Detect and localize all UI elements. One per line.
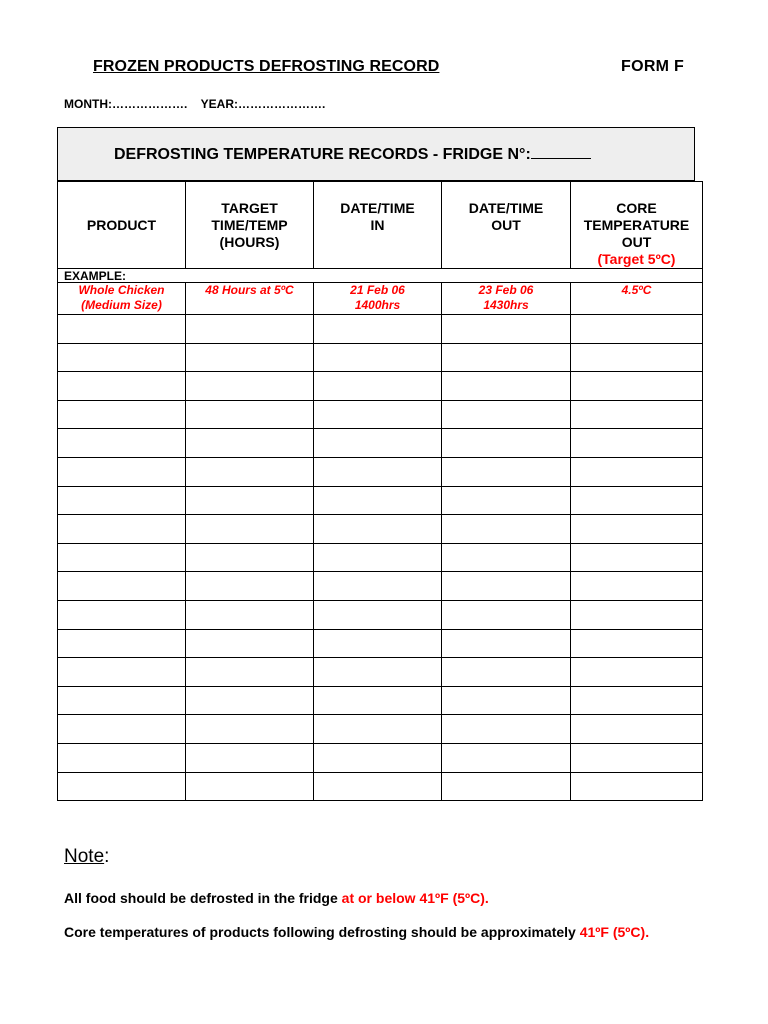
table-cell-blank[interactable] xyxy=(571,343,703,372)
table-row xyxy=(58,629,703,658)
table-cell-blank[interactable] xyxy=(314,772,442,801)
month-field[interactable]: MONTH:………………. xyxy=(64,97,188,111)
column-header-date-in xyxy=(314,182,442,269)
table-cell-blank[interactable] xyxy=(186,429,314,458)
table-cell-blank[interactable] xyxy=(58,772,186,801)
table-cell-blank[interactable] xyxy=(571,543,703,572)
table-cell-blank[interactable] xyxy=(58,486,186,515)
table-cell-blank[interactable] xyxy=(314,486,442,515)
example-date-out-line2: 1430hrs xyxy=(483,298,529,312)
blank-rows-body xyxy=(58,315,703,801)
column-header-target-line2: TIME/TEMP xyxy=(211,217,288,233)
table-cell-blank[interactable] xyxy=(186,343,314,372)
table-cell-blank[interactable] xyxy=(58,457,186,486)
note-line-2-text: Core temperatures of products following defrosting should be approximately xyxy=(64,924,580,940)
example-label-row xyxy=(58,269,703,283)
table-row xyxy=(58,315,703,344)
table-cell-blank[interactable] xyxy=(571,743,703,772)
table-cell-blank[interactable] xyxy=(314,515,442,544)
fridge-number-field[interactable] xyxy=(531,144,591,159)
table-cell-blank[interactable] xyxy=(442,743,571,772)
year-field[interactable]: YEAR:…………………. xyxy=(200,97,326,111)
note-heading-word: Note xyxy=(64,846,105,867)
table-cell-blank[interactable] xyxy=(186,457,314,486)
table-cell-blank[interactable] xyxy=(58,315,186,344)
note-line-2 xyxy=(64,924,649,940)
table-cell-blank[interactable] xyxy=(571,315,703,344)
note-heading xyxy=(64,846,109,868)
table-row xyxy=(58,572,703,601)
table-row xyxy=(58,600,703,629)
table-row xyxy=(58,743,703,772)
table-cell-blank[interactable] xyxy=(442,343,571,372)
table-cell-blank[interactable] xyxy=(442,457,571,486)
table-row xyxy=(58,372,703,401)
column-header-core-line3: OUT xyxy=(621,234,652,250)
table-cell-blank[interactable] xyxy=(58,543,186,572)
example-date-out-line1: 23 Feb 06 xyxy=(478,283,534,297)
table-cell-blank[interactable] xyxy=(571,400,703,429)
table-cell-blank[interactable] xyxy=(571,686,703,715)
column-header-date-in-line1: DATE/TIME xyxy=(340,200,415,216)
table-cell-blank[interactable] xyxy=(571,658,703,687)
table-row xyxy=(58,515,703,544)
table-cell-blank[interactable] xyxy=(186,686,314,715)
table-cell-blank[interactable] xyxy=(442,486,571,515)
table-cell-blank[interactable] xyxy=(58,600,186,629)
table-cell-blank[interactable] xyxy=(442,400,571,429)
column-header-core-line1: CORE xyxy=(616,200,657,216)
table-cell-blank[interactable] xyxy=(314,743,442,772)
defrosting-record-table xyxy=(57,181,703,801)
table-cell-blank[interactable] xyxy=(442,372,571,401)
table-cell-blank[interactable] xyxy=(314,543,442,572)
example-row xyxy=(58,283,703,315)
table-title-text: DEFROSTING TEMPERATURE RECORDS - FRIDGE N°: xyxy=(114,146,531,163)
table-cell-blank[interactable] xyxy=(442,572,571,601)
column-header-target-line3: (HOURS) xyxy=(219,234,280,250)
table-cell-blank[interactable] xyxy=(58,743,186,772)
column-header-target-line1: TARGET xyxy=(221,200,278,216)
table-cell-blank[interactable] xyxy=(186,543,314,572)
column-header-product-label: PRODUCT xyxy=(86,216,157,233)
table-cell-blank[interactable] xyxy=(571,629,703,658)
table-cell-blank[interactable] xyxy=(186,486,314,515)
table-cell-blank[interactable] xyxy=(58,429,186,458)
table-cell-blank[interactable] xyxy=(442,658,571,687)
example-date-in-line1: 21 Feb 06 xyxy=(350,283,405,297)
table-row xyxy=(58,400,703,429)
note-heading-colon: : xyxy=(104,846,110,867)
table-cell-blank[interactable] xyxy=(442,429,571,458)
example-target: 48 Hours at 5ºC xyxy=(186,283,314,315)
note-line-2-highlight: 41ºF (5ºC). xyxy=(579,924,650,940)
example-product-line2: (Medium Size) xyxy=(81,298,162,312)
column-header-date-out xyxy=(442,182,571,269)
table-cell-blank[interactable] xyxy=(314,715,442,744)
table-cell-blank[interactable] xyxy=(571,715,703,744)
table-cell-blank[interactable] xyxy=(314,572,442,601)
table-cell-blank[interactable] xyxy=(571,429,703,458)
table-row xyxy=(58,457,703,486)
example-date-in-line2: 1400hrs xyxy=(354,298,401,312)
note-line-1-highlight: at or below 41ºF (5ºC). xyxy=(341,890,489,906)
table-row xyxy=(58,686,703,715)
table-cell-blank[interactable] xyxy=(571,457,703,486)
table-cell-blank[interactable] xyxy=(571,515,703,544)
table-cell-blank[interactable] xyxy=(314,343,442,372)
column-header-date-in-line2: IN xyxy=(370,217,385,233)
column-header-core-line2: TEMPERATURE xyxy=(583,217,690,233)
table-cell-blank[interactable] xyxy=(58,572,186,601)
form-label: FORM F xyxy=(621,58,685,75)
table-cell-blank[interactable] xyxy=(58,658,186,687)
table-cell-blank[interactable] xyxy=(314,658,442,687)
table-cell-blank[interactable] xyxy=(314,600,442,629)
table-cell-blank[interactable] xyxy=(442,772,571,801)
note-line-1-text: All food should be defrosted in the fridge xyxy=(64,890,342,906)
table-cell-blank[interactable] xyxy=(186,772,314,801)
table-cell-blank[interactable] xyxy=(571,772,703,801)
table-cell-blank[interactable] xyxy=(442,629,571,658)
table-cell-blank[interactable] xyxy=(58,343,186,372)
table-cell-blank[interactable] xyxy=(442,686,571,715)
example-product xyxy=(58,283,186,315)
example-date-out xyxy=(442,283,571,315)
table-cell-blank[interactable] xyxy=(58,515,186,544)
document-title: FROZEN PRODUCTS DEFROSTING RECORD xyxy=(93,58,440,75)
table-cell-blank[interactable] xyxy=(571,572,703,601)
table-cell-blank[interactable] xyxy=(186,572,314,601)
table-cell-blank[interactable] xyxy=(314,457,442,486)
table-row xyxy=(58,343,703,372)
table-cell-blank[interactable] xyxy=(186,315,314,344)
table-row xyxy=(58,486,703,515)
table-cell-blank[interactable] xyxy=(442,600,571,629)
table-cell-blank[interactable] xyxy=(442,515,571,544)
table-row xyxy=(58,429,703,458)
example-date-in xyxy=(314,283,442,315)
table-row xyxy=(58,658,703,687)
table-cell-blank[interactable] xyxy=(186,400,314,429)
table-cell-blank[interactable] xyxy=(571,372,703,401)
example-product-line1: Whole Chicken xyxy=(78,283,165,297)
column-header-product xyxy=(58,182,186,269)
table-row xyxy=(58,715,703,744)
table-cell-blank[interactable] xyxy=(58,372,186,401)
table-cell-blank[interactable] xyxy=(186,629,314,658)
table-row xyxy=(58,543,703,572)
table-header-row xyxy=(58,182,703,269)
table-cell-blank[interactable] xyxy=(186,743,314,772)
table-cell-blank[interactable] xyxy=(571,600,703,629)
table-cell-blank[interactable] xyxy=(442,543,571,572)
column-header-date-out-line1: DATE/TIME xyxy=(468,200,544,216)
column-header-core-target: (Target 5ºC) xyxy=(597,251,676,267)
table-cell-blank[interactable] xyxy=(314,400,442,429)
note-line-1 xyxy=(64,890,489,906)
table-cell-blank[interactable] xyxy=(442,715,571,744)
table-cell-blank[interactable] xyxy=(186,515,314,544)
table-cell-blank[interactable] xyxy=(186,372,314,401)
table-cell-blank[interactable] xyxy=(58,400,186,429)
table-cell-blank[interactable] xyxy=(314,686,442,715)
month-year-line xyxy=(64,97,325,111)
table-cell-blank[interactable] xyxy=(571,486,703,515)
table-cell-blank[interactable] xyxy=(58,629,186,658)
table-cell-blank[interactable] xyxy=(314,315,442,344)
table-cell-blank[interactable] xyxy=(186,600,314,629)
table-cell-blank[interactable] xyxy=(314,429,442,458)
table-cell-blank[interactable] xyxy=(58,686,186,715)
table-cell-blank[interactable] xyxy=(186,658,314,687)
example-core-temp: 4.5ºC xyxy=(571,283,703,315)
table-cell-blank[interactable] xyxy=(314,372,442,401)
table-cell-blank[interactable] xyxy=(442,315,571,344)
column-header-core-temp xyxy=(571,182,703,269)
example-label: EXAMPLE: xyxy=(58,269,703,283)
table-row xyxy=(58,772,703,801)
table-cell-blank[interactable] xyxy=(186,715,314,744)
column-header-target xyxy=(186,182,314,269)
table-cell-blank[interactable] xyxy=(314,629,442,658)
table-title-box xyxy=(57,127,695,181)
table-cell-blank[interactable] xyxy=(58,715,186,744)
table-title xyxy=(114,144,591,164)
column-header-date-out-line2: OUT xyxy=(491,217,521,233)
